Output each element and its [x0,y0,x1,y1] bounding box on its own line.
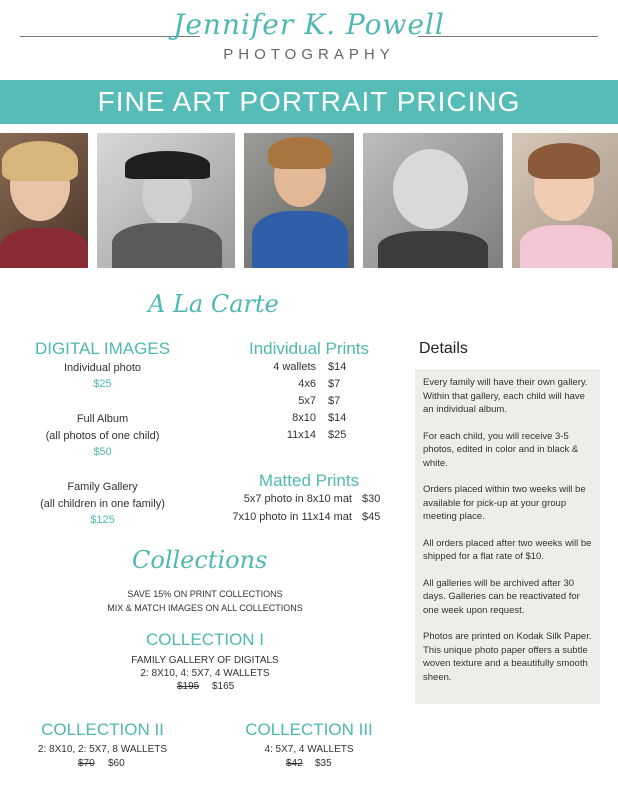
details-paragraph: For each child, you will receive 3-5 photos, edited in color and in black & white. [423,430,579,469]
digital-item-label: Individual photo [63,362,142,374]
collection-3-old-price: $42 [286,758,303,769]
collections-heading: Collections [132,546,268,574]
digital-item-price: $25 [93,378,112,390]
matted-price: $45 [362,511,381,523]
collection-2-old-price: $70 [78,758,95,769]
collection-1-line: 2: 8X10, 4: 5X7, 4 WALLETS [140,668,270,679]
print-price: $7 [328,395,341,407]
print-size: 8x10 [292,412,316,424]
digital-item-sublabel: (all children in one family) [40,498,165,510]
digital-item-price: $125 [90,514,115,526]
collections-note: SAVE 15% ON PRINT COLLECTIONS [127,589,283,599]
portrait-photo-1 [0,133,88,268]
details-paragraph: Photos are printed on Kodak Silk Paper. This unique photo paper offers a subtle woven texture and a beautifully smooth sheen. [423,631,592,683]
matted-price: $30 [362,493,381,505]
portrait-photo-5 [512,133,618,268]
digital-item-label: Full Album [76,413,129,425]
details-paragraph: All galleries will be archived after 30 days. Galleries can be reactivated for one week upon request. [423,577,580,616]
print-size: 4x6 [298,378,316,390]
collection-3-line: 4: 5X7, 4 WALLETS [264,744,354,755]
details-paragraph: Orders placed within two weeks will be available for pick-up at your group meeting place. [423,484,586,522]
individual-prints-heading: Individual Prints [248,339,369,358]
matted-label: 7x10 photo in 11x14 mat [232,511,352,523]
digital-images-heading: DIGITAL IMAGES [34,339,171,358]
collection-1-line: FAMILY GALLERY OF DIGITALS [131,655,279,666]
print-price: $14 [328,361,347,373]
logo-script: Jennifer K. Powell [173,8,445,41]
details-heading: Details [419,340,468,357]
print-size: 11x14 [286,429,316,441]
details-paragraph: Every family will have their own gallery. Within that gallery, each child will have an individual album. [423,377,588,415]
digital-item-price: $50 [93,446,112,458]
collection-2-line: 2: 8X10, 2: 5X7, 8 WALLETS [37,744,168,755]
a-la-carte-heading: A La Carte [148,290,279,318]
collection-2-title: COLLECTION II [41,720,164,739]
matted-label: 5x7 photo in 8x10 mat [243,493,352,505]
details-panel [415,369,600,704]
portrait-photo-2 [97,133,235,268]
digital-item-sublabel: (all photos of one child) [45,430,160,442]
collection-3-new-price: $35 [315,758,332,769]
collection-1-title: COLLECTION I [145,630,265,649]
logo-subtitle: PHOTOGRAPHY [223,46,395,63]
matted-prints-heading: Matted Prints [258,471,360,490]
print-price: $14 [328,412,347,424]
print-price: $25 [328,429,347,441]
digital-item-label: Family Gallery [67,481,138,493]
collection-2-new-price: $60 [108,758,125,769]
print-price: $7 [328,378,341,390]
collection-1-old-price: $195 [177,681,200,692]
collection-1-new-price: $165 [212,681,235,692]
print-size: 5x7 [298,395,316,407]
page-title-banner: FINE ART PORTRAIT PRICING [0,80,618,124]
portrait-photo-3 [244,133,354,268]
print-size: 4 wallets [273,361,316,373]
portrait-photo-4 [363,133,503,268]
details-paragraph: All orders placed after two weeks will be shipped for a flat rate of $10. [423,537,592,562]
collection-3-title: COLLECTION III [245,720,373,739]
collections-note: MIX & MATCH IMAGES ON ALL COLLECTIONS [107,603,303,613]
